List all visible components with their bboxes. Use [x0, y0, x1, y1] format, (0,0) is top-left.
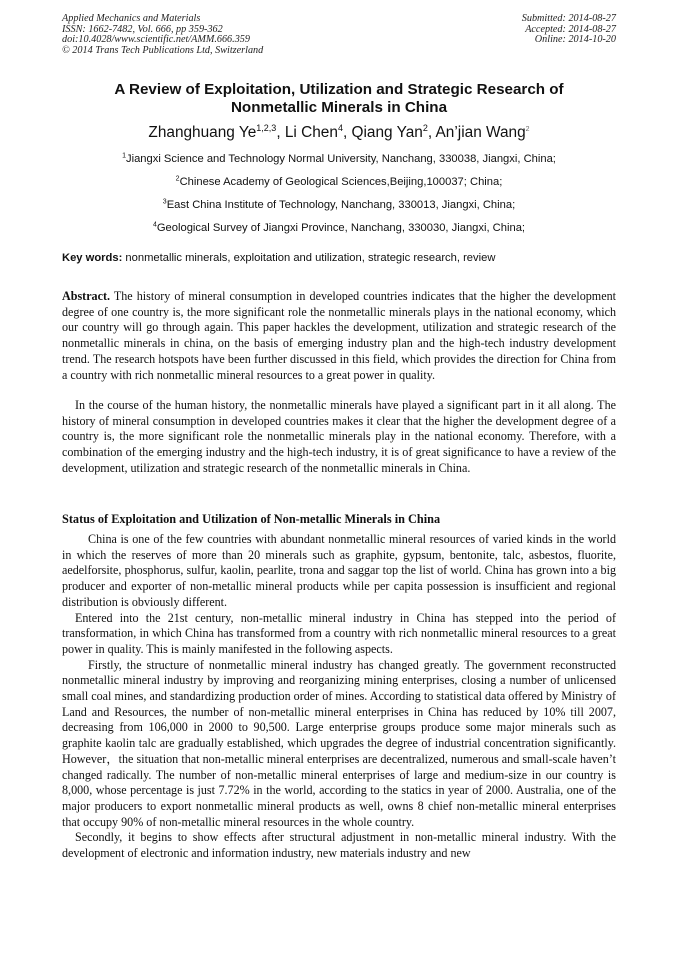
abstract-label: Abstract. — [62, 289, 111, 303]
intro-text: In the course of the human history, the nonmetallic minerals have played a significant part in it all along. The history of mineral consumption in developed countries makes it clear that the higher the development degree of a country is, the more significant role the nonmetallic minerals play in the national economy. Therefore, with a combination of the emerging industry and the high-tech industry, it is of great significance to have a review of the development, utilization and strategic research of the nonmetallic minerals in China. — [62, 398, 616, 475]
affiliation-number: 4 — [152, 221, 157, 229]
publication-dates — [522, 14, 616, 46]
abstract-text: The history of mineral consumption in developed countries indicates that the higher the development degree of one country is, the more significant role the nonmetallic minerals plays in the national economy, which our country will go through again. This paper hackles the development, utilization and strategic research of the nonmetallic minerals in china, on the basis of emerging industry plan and the high-tech industry development trend. The research hotspots have been further discussed in this field, which provides the direction for China from a country with rich nonmetallic mineral resources to a great power in quality. — [62, 289, 616, 382]
section-body — [62, 532, 616, 862]
keywords-text: nonmetallic minerals, exploitation and utilization, strategic research, review — [122, 252, 496, 264]
section-heading: Status of Exploitation and Utilization of Non-metallic Minerals in China — [62, 512, 441, 526]
author-name: Zhanghuang Ye — [148, 124, 257, 141]
affiliation-text: Geological Survey of Jiangxi Province, Nanchang, 330030, Jiangxi, China; — [156, 222, 526, 234]
date-submitted: Submitted: 2014-08-27 — [521, 13, 616, 24]
affiliation-item — [62, 151, 616, 174]
author-separator: , — [276, 124, 285, 141]
author-affiliation-mark: 2 — [422, 122, 428, 133]
author-name: An’jian Wang — [435, 124, 526, 141]
author-separator: , — [427, 124, 436, 141]
body-paragraph: Secondly, it begins to show effects after structural adjustment in non-metallic mineral industry. With the development of electronic and information industry, new materials industry and new — [62, 830, 616, 861]
abstract-paragraph — [62, 289, 616, 383]
author-separator: , — [342, 124, 352, 141]
author-affiliation-mark: 4 — [337, 122, 343, 133]
author-affiliation-mark: 1,2,3 — [256, 122, 277, 133]
journal-name: Applied Mechanics and Materials — [62, 13, 201, 24]
affiliation-item — [62, 220, 616, 243]
affiliation-text: Jiangxi Science and Technology Normal University, Nanchang, 330038, Jiangxi, China; — [125, 153, 556, 165]
date-accepted: Accepted: 2014-08-27 — [525, 23, 616, 35]
affiliation-item — [62, 174, 616, 197]
journal-info — [62, 14, 263, 56]
body-paragraph: China is one of the few countries with abundant nonmetallic mineral resources of varied kinds in the world in which the reserves of more than 20 minerals such as graphite, gypsum, bentonite, talc, asbestos, fluorite, aedelforsite, phosphorus, sulfur, kaolin, pearlite, trona and saggar top the list of world. China has grown into a big producer and exporter of non-metallic mineral products while per capita possession is insufficient and regional distribution is obviously different. — [62, 532, 616, 609]
author-list — [62, 123, 616, 143]
affiliation-number: 3 — [162, 198, 167, 206]
affiliation-text: Chinese Academy of Geological Sciences,Beijing,100037; China; — [179, 176, 503, 188]
affiliation-number: 1 — [122, 152, 126, 160]
body-paragraph: Firstly, the structure of nonmetallic mineral industry has changed greatly. The government reconstructed nonmetallic mineral industry by improving and reorganizing mining enterprises, closing a number of unlicensed small coal mines, and standardizing production order of mines. According to statistical data offered by Ministry of Land and Resources, the number of non-metallic mineral enterprises in China has reduced by 10% till 2007, decreasing from 106,000 in 2000 to 90,500. Large enterprise groups produce some major minerals such as graphite kaolin talc are gradually established, which upgrades the degree of industrial concentration significantly. However，the situation that non-metallic mineral enterprises are decentralized, numerous and small-scale haven’t changed radically. The number of non-metallic mineral enterprises of large and medium-size in our country is 8,000, whose percentage is just 7.72% in the world, according to the statics in year of 2000. Australia, one of the major producers to export nonmetallic mineral products as well, owns 8 chief non-metallic mineral enterprises that occupy 90% of non-metallic mineral resources in the whole country. — [62, 657, 616, 829]
journal-doi[interactable]: doi:10.4028/www.scientific.net/AMM.666.359 — [62, 34, 250, 46]
keywords-label: Key words: — [62, 252, 123, 264]
journal-copyright: © 2014 Trans Tech Publications Ltd, Switzerland — [62, 44, 264, 56]
affiliation-item — [62, 197, 616, 220]
journal-issn: ISSN: 1662-7482, Vol. 666, pp 359-362 — [62, 23, 223, 35]
author-affiliation-mark: 2 — [525, 125, 530, 133]
author-name: Li Chen — [284, 124, 338, 141]
affiliation-text: East China Institute of Technology, Nanchang, 330013, Jiangxi, China; — [166, 199, 516, 211]
intro-paragraph — [62, 398, 616, 477]
body-paragraph: Entered into the 21st century, non-metallic mineral industry in China has stepped into the period of transformation, in which China has transformed from a country with rich nonmetallic mineral resources to a great power in quality. This is mainly manifested in the following aspects. — [62, 610, 616, 656]
paper-title: A Review of Exploitation, Utilization and Strategic Research of Nonmetallic Minerals in China — [114, 81, 564, 116]
affiliation-list — [62, 151, 616, 243]
keywords-line — [62, 251, 616, 265]
affiliation-number: 2 — [175, 175, 180, 183]
date-online: Online: 2014-10-20 — [534, 34, 616, 46]
author-name: Qiang Yan — [351, 124, 423, 141]
